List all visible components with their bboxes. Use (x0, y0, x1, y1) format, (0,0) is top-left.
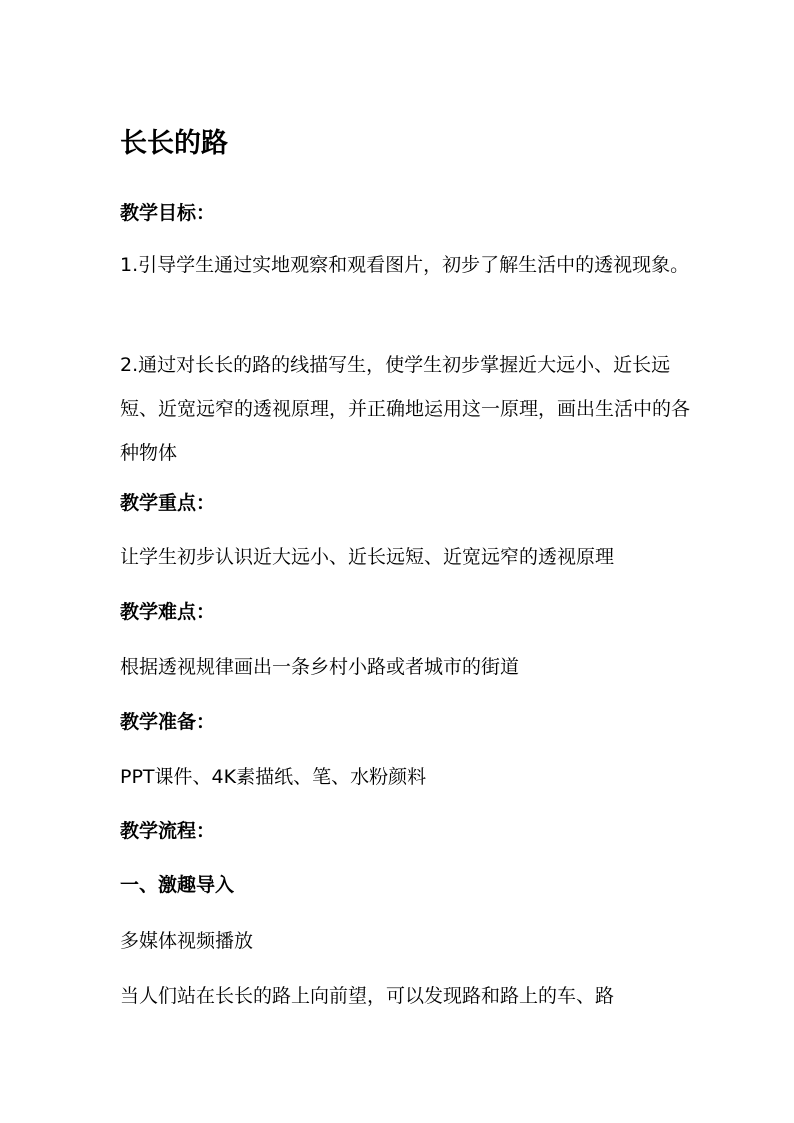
objectives-heading: 教学目标： (120, 202, 216, 224)
step-1-heading: 一、激趣导入 (120, 874, 235, 896)
objective-1: 1.引导学生通过实地观察和观看图片，初步了解生活中的透视现象。 (120, 254, 690, 276)
preparation-text: PPT课件、4K素描纸、笔、水粉颜料 (120, 766, 427, 788)
step-1-line-1: 多媒体视频播放 (120, 930, 254, 952)
difficulties-heading: 教学难点： (120, 601, 216, 623)
preparation-heading: 教学准备： (120, 711, 216, 733)
key-points-heading: 教学重点： (120, 492, 216, 514)
document-title: 长长的路 (120, 128, 228, 159)
objective-2: 2.通过对长长的路的线描写生，使学生初步掌握近大远小、近长远短、近宽远窄的透视原理，并正确地运用这一原理，画出生活中的各种物体 (120, 354, 691, 464)
process-heading: 教学流程： (120, 820, 216, 842)
difficulties-text: 根据透视规律画出一条乡村小路或者城市的街道 (120, 656, 520, 678)
step-1-line-2: 当人们站在长长的路上向前望，可以发现路和路上的车、路 (120, 985, 615, 1007)
key-points-text: 让学生初步认识近大远小、近长远短、近宽远窄的透视原理 (120, 546, 615, 568)
